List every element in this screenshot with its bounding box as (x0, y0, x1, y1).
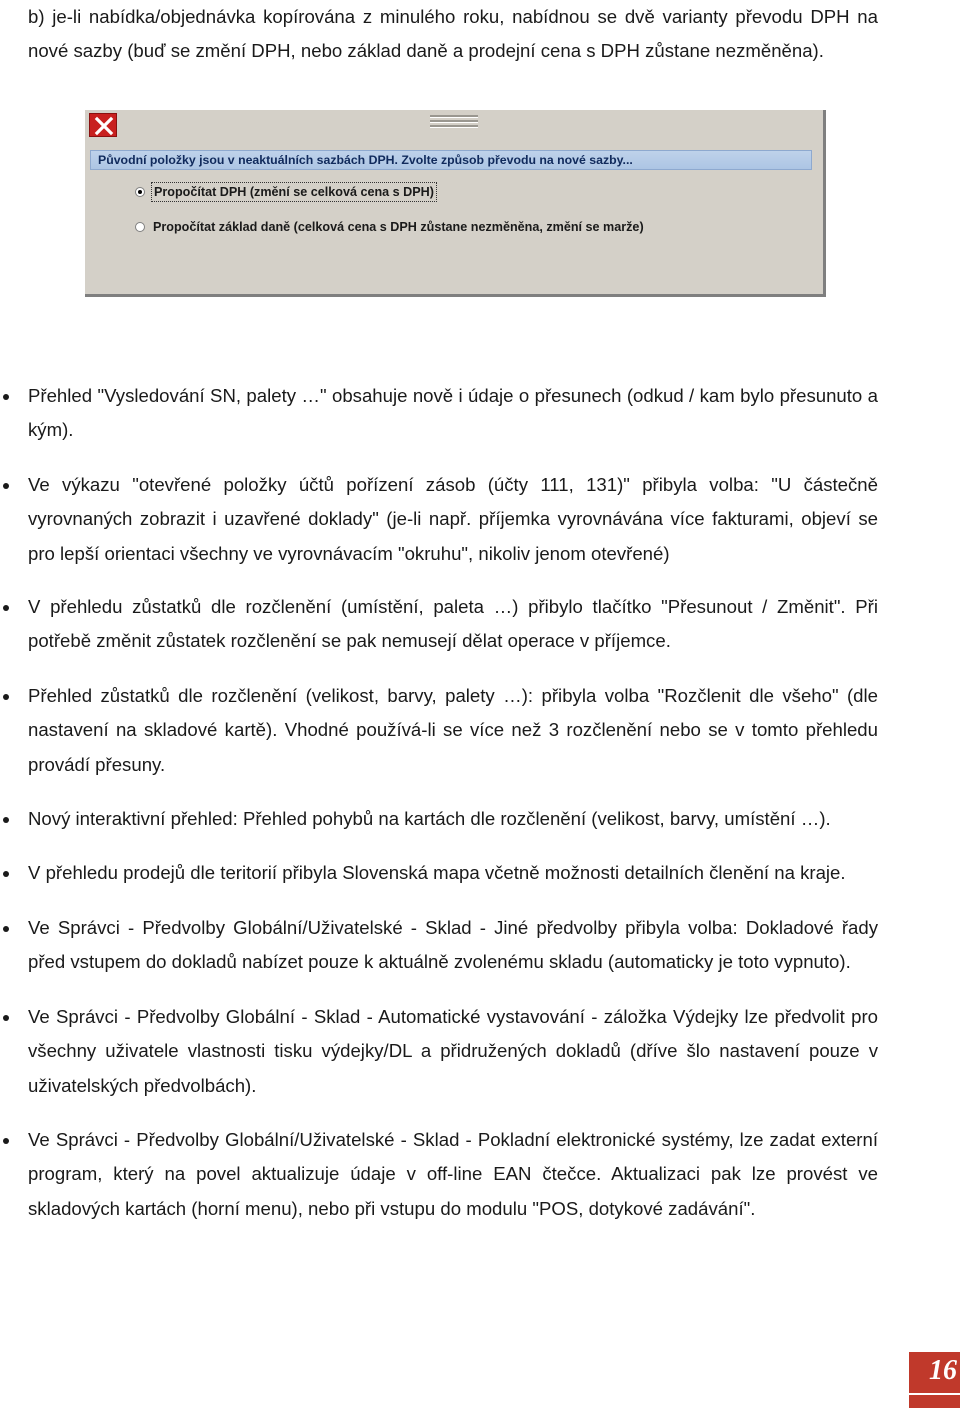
bullet-icon (3, 1138, 9, 1144)
list-item-text: Nový interaktivní přehled: Přehled pohybů na kartách dle rozčlenění (velikost, barvy, umístění …). (28, 808, 831, 830)
close-button[interactable] (89, 113, 117, 137)
bullet-icon (3, 871, 9, 877)
list-item (0, 590, 960, 659)
bullet-icon (3, 394, 9, 400)
list-item-text: V přehledu prodejů dle teritorií přibyla Slovenská mapa včetně možnosti detailních členění na kraje. (28, 862, 846, 884)
intro-paragraph: b) je-li nabídka/objednávka kopírována z minulého roku, nabídnou se dvě varianty převodu DPH na nové sazby (buď se změní DPH, nebo základ daně a prodejní cena s DPH zůstane nezměněna). (28, 6, 878, 61)
vat-conversion-dialog (85, 110, 826, 297)
list-item-text: Ve Správci - Předvolby Globální - Sklad - Automatické vystavování - záložka Výdejky lze předvolit pro všechny uživatele vlastnosti tisku výdejky/DL a přidružených dokladů (dříve šlo nastavení pouze v uživatelských předvolbách). (28, 1005, 878, 1096)
bullet-icon (3, 605, 9, 611)
radio-icon[interactable] (135, 187, 145, 197)
page-number: 16 (909, 1352, 960, 1408)
bullet-icon (3, 694, 9, 700)
list-item (0, 1123, 960, 1226)
bullet-list (0, 379, 960, 1246)
list-item (0, 802, 960, 836)
bullet-icon (3, 926, 9, 932)
list-item-text: Přehled "Vysledování SN, palety …" obsahuje nově i údaje o přesunech (odkud / kam bylo přesunuto a kým). (28, 385, 878, 441)
option-label: Propočítat základ daně (celková cena s DPH zůstane nezměněna, změní se marže) (153, 220, 644, 234)
radio-icon[interactable] (135, 222, 145, 232)
list-item (0, 379, 960, 448)
list-item-text: Ve Správci - Předvolby Globální/Uživatelské - Sklad - Pokladní elektronické systémy, lze zadat externí program, který na povel aktualizuje údaje v off-line EAN čtečce. Aktualizaci pak lze provést ve skladových kartách (horní menu), nebo při vstupu do modulu "POS, dotykové zadávání". (28, 1128, 878, 1219)
bullet-icon (3, 817, 9, 823)
list-item-text: Ve výkazu "otevřené položky účtů pořízení zásob (účty 111, 131)" přibyla volba: "U částečně vyrovnaných zobrazit i uzavřené doklady" (je-li např. příjemka vyrovnávána více fakturami, objeví se pro lepší orientaci všechny ve vyrovnávacím "okruhu", nikoliv jenom otevřené) (28, 473, 878, 564)
option-label: Propočítat DPH (změní se celková cena s DPH) (151, 182, 437, 202)
list-item (0, 911, 960, 980)
list-item (0, 468, 960, 571)
dialog-header: Původní položky jsou v neaktuálních sazbách DPH. Zvolte způsob převodu na nové sazby... (90, 150, 812, 170)
page-number-rule (909, 1393, 960, 1395)
grip-icon[interactable] (430, 115, 478, 127)
bullet-icon (3, 483, 9, 489)
close-icon (93, 115, 115, 137)
list-item-text: Přehled zůstatků dle rozčlenění (velikost, barvy, palety …): přibyla volba "Rozčlenit dle všeho" (dle nastavení na skladové kartě). Vhodné používá-li se více než 3 rozčlenění nebo se v tomto přehledu provádí přesuny. (28, 684, 878, 775)
list-item (0, 679, 960, 782)
list-item (0, 1000, 960, 1103)
list-item (0, 856, 960, 890)
bullet-icon (3, 1015, 9, 1021)
list-item-text: V přehledu zůstatků dle rozčlenění (umístění, paleta …) přibylo tlačítko "Přesunout / Změnit". Při potřebě změnit zůstatek rozčlenění se pak nemusejí dělat operace v příjemce. (28, 596, 878, 652)
list-item-text: Ve Správci - Předvolby Globální/Uživatelské - Sklad - Jiné předvolby přibyla volba: Dokladové řady před vstupem do dokladů nabízet pouze k aktuálně zvolenému skladu (automaticky je toto vypnuto). (28, 916, 878, 973)
